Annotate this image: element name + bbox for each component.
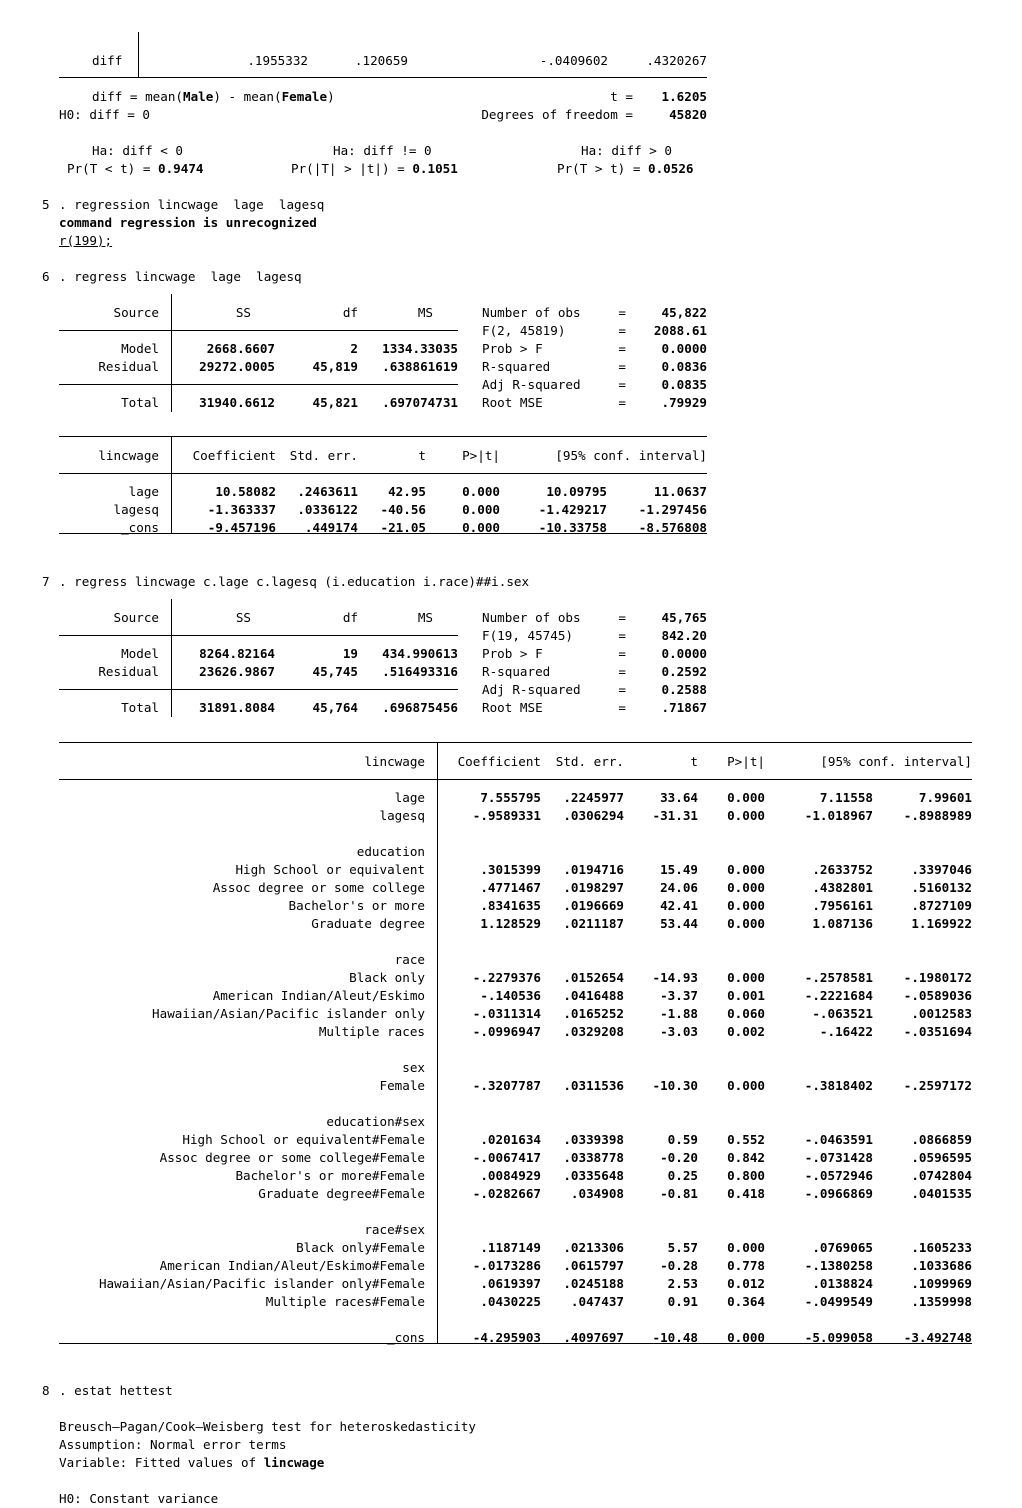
coef-value: -.140536 [480, 988, 541, 1003]
coef-t: 42.41 [660, 898, 698, 913]
coef-std-err: .2245977 [563, 790, 624, 805]
model-stat-label: Root MSE [482, 395, 543, 410]
coef-value: -1.363337 [207, 502, 276, 517]
anova-divider [171, 599, 172, 717]
coef-t: -0.20 [660, 1150, 698, 1165]
coef-ci-low: 10.09795 [546, 484, 607, 499]
coef-var-label: Graduate degree [311, 916, 425, 931]
model-stat-eq: = [618, 664, 626, 679]
ttest-ha-gt: Ha: diff > 0 [581, 143, 672, 158]
anova-header: MS [417, 305, 433, 320]
coef-p: 0.000 [727, 916, 765, 931]
coef-ci-low: -1.429217 [538, 502, 607, 517]
coef-ci-high: -3.492748 [903, 1330, 972, 1345]
coef-p: 0.842 [727, 1150, 765, 1165]
coef-header: Coefficient [457, 754, 541, 769]
coef-value: -.0311314 [472, 1006, 541, 1021]
model-stat-label: R-squared [482, 359, 551, 374]
ttest-p-lt: Pr(T < t) = 0.9474 [67, 161, 204, 176]
coef-var-label: lage [128, 484, 159, 499]
coef-ci-high: 1.169922 [911, 916, 972, 931]
coef-value: -.3207787 [472, 1078, 541, 1093]
coef-t: 2.53 [667, 1276, 698, 1291]
coef-ci-high: .1359998 [911, 1294, 972, 1309]
anova-df: 2 [350, 341, 358, 356]
coef-p: 0.001 [727, 988, 765, 1003]
anova-header-rule [59, 635, 458, 636]
anova-df: 45,764 [312, 700, 358, 715]
coef-value: -.2279376 [472, 970, 541, 985]
model-stat-value: .79929 [661, 395, 707, 410]
coef-std-err: .047437 [570, 1294, 624, 1309]
coef-p: 0.000 [462, 520, 500, 535]
ttest-definition: diff = mean(Male) - mean(Female) [92, 89, 335, 104]
anova-header: df [342, 305, 358, 320]
coef-header-rule [59, 473, 707, 474]
coef-t: -3.37 [660, 988, 698, 1003]
coef-ci-low: -1.018967 [804, 808, 873, 823]
coef-t: -1.88 [660, 1006, 698, 1021]
model-stat-label: Prob > F [482, 341, 543, 356]
anova-ms: .516493316 [382, 664, 458, 679]
coef-ci-high: -.0589036 [903, 988, 972, 1003]
coef-ci-low: .4382801 [812, 880, 873, 895]
coef-value: .0084929 [480, 1168, 541, 1183]
coef-value: -4.295903 [472, 1330, 541, 1345]
anova-df: 19 [342, 646, 358, 661]
anova-ss: 23626.9867 [199, 664, 275, 679]
model-stat-label: Adj R-squared [482, 377, 581, 392]
coef-t: -0.28 [660, 1258, 698, 1273]
coef-t: 24.06 [660, 880, 698, 895]
anova-header: Source [113, 305, 159, 320]
coef-ci-high: 7.99601 [918, 790, 972, 805]
coef-t: 5.57 [667, 1240, 698, 1255]
coef-ci-high: -.0351694 [903, 1024, 972, 1039]
coef-ci-low: -.2221684 [804, 988, 873, 1003]
anova-source-label: Residual [98, 664, 159, 679]
coef-header-var: lincwage [364, 754, 425, 769]
cmd5-number: 5 [42, 197, 50, 212]
coef-ci-low: -.063521 [812, 1006, 873, 1021]
coef-p: 0.012 [727, 1276, 765, 1291]
coef-std-err: .0213306 [563, 1240, 624, 1255]
coef-value: .0201634 [480, 1132, 541, 1147]
model-stat-label: F(19, 45745) [482, 628, 573, 643]
model-stat-value: 0.2592 [661, 664, 707, 679]
anova-source-label: Total [121, 700, 159, 715]
coef-value: -.9589331 [472, 808, 541, 823]
anova-header: SS [235, 305, 251, 320]
factor-label: education#sex [326, 1114, 425, 1129]
anova-ss: 31940.6612 [199, 395, 275, 410]
coef-ci-high: 11.0637 [653, 484, 707, 499]
coef-p: 0.000 [727, 1240, 765, 1255]
coef-std-err: .0152654 [563, 970, 624, 985]
factor-label: sex [402, 1060, 425, 1075]
coef-ci-high: .1605233 [911, 1240, 972, 1255]
coef-header: [95% conf. interval] [820, 754, 972, 769]
coef-divider [171, 436, 172, 533]
coef-var-label: American Indian/Aleut/Eskimo#Female [159, 1258, 425, 1273]
ttest-divider [138, 32, 139, 77]
cmd8-text: . estat hettest [59, 1383, 173, 1398]
coef-value: .1187149 [480, 1240, 541, 1255]
anova-total-rule [59, 384, 458, 385]
coef-ci-low: -.0572946 [804, 1168, 873, 1183]
coef-ci-high: .0401535 [911, 1186, 972, 1201]
model-stat-value: 0.2588 [661, 682, 707, 697]
coef-value: .8341635 [480, 898, 541, 913]
coef-p: 0.000 [727, 1078, 765, 1093]
coef-top-rule [59, 742, 972, 743]
coef-p: 0.000 [462, 502, 500, 517]
anova-df: 45,821 [312, 395, 358, 410]
coef-top-rule [59, 436, 707, 437]
model-stat-label: R-squared [482, 664, 551, 679]
coef-std-err: .0615797 [563, 1258, 624, 1273]
ttest-diff-ci-high: .4320267 [646, 53, 707, 68]
coef-bottom-rule [59, 1343, 972, 1344]
coef-var-label: Hawaiian/Asian/Pacific islander only#Female [98, 1276, 425, 1291]
coef-ci-low: 7.11558 [819, 790, 873, 805]
coef-p: 0.364 [727, 1294, 765, 1309]
coef-header: P>|t| [727, 754, 765, 769]
coef-value: .3015399 [480, 862, 541, 877]
coef-t: -10.30 [652, 1078, 698, 1093]
coef-var-label: Assoc degree or some college [212, 880, 425, 895]
coef-std-err: .0329208 [563, 1024, 624, 1039]
anova-header-rule [59, 330, 458, 331]
coef-std-err: .0339398 [563, 1132, 624, 1147]
hettest-title: Breusch–Pagan/Cook–Weisberg test for heteroskedasticity [59, 1419, 477, 1434]
cmd8-number: 8 [42, 1383, 50, 1398]
coef-value: -.0282667 [472, 1186, 541, 1201]
coef-bottom-rule [59, 533, 707, 534]
hettest-variable: Variable: Fitted values of lincwage [59, 1455, 325, 1470]
model-stat-value: .71867 [661, 700, 707, 715]
coef-std-err: .0198297 [563, 880, 624, 895]
model-stat-eq: = [618, 700, 626, 715]
coef-t: 0.59 [667, 1132, 698, 1147]
model-stat-eq: = [618, 359, 626, 374]
coef-ci-low: .0138824 [812, 1276, 873, 1291]
coef-value: 10.58082 [215, 484, 276, 499]
coef-var-label: Female [379, 1078, 425, 1093]
coef-p: 0.002 [727, 1024, 765, 1039]
coef-var-label: Bachelor's or more#Female [235, 1168, 425, 1183]
coef-p: 0.000 [727, 1330, 765, 1345]
ttest-h0: H0: diff = 0 [59, 107, 150, 122]
coef-ci-low: 1.087136 [812, 916, 873, 931]
coef-value: -.0067417 [472, 1150, 541, 1165]
anova-ms: .638861619 [382, 359, 458, 374]
coef-ci-low: -.2578581 [804, 970, 873, 985]
cmd6-text: . regress lincwage lage lagesq [59, 269, 302, 284]
coef-ci-high: .0742804 [911, 1168, 972, 1183]
ttest-dof-label: Degrees of freedom = [481, 107, 633, 122]
model-stat-eq: = [618, 646, 626, 661]
coef-value: .0430225 [480, 1294, 541, 1309]
coef-std-err: .0211187 [563, 916, 624, 931]
anova-header: Source [113, 610, 159, 625]
model-stat-label: Number of obs [482, 610, 581, 625]
model-stat-label: Root MSE [482, 700, 543, 715]
coef-ci-high: -8.576808 [638, 520, 707, 535]
coef-t: 42.95 [388, 484, 426, 499]
coef-var-label: Hawaiian/Asian/Pacific islander only [152, 1006, 425, 1021]
coef-ci-high: .5160132 [911, 880, 972, 895]
coef-header: t [418, 448, 426, 463]
coef-std-err: .0196669 [563, 898, 624, 913]
model-stat-label: Prob > F [482, 646, 543, 661]
factor-label: education [356, 844, 425, 859]
anova-source-label: Model [121, 341, 159, 356]
anova-ms: 434.990613 [382, 646, 458, 661]
cmd7-text: . regress lincwage c.lage c.lagesq (i.education i.race)##i.sex [59, 574, 530, 589]
coef-t: 0.91 [667, 1294, 698, 1309]
coef-std-err: .0245188 [563, 1276, 624, 1291]
coef-p: 0.800 [727, 1168, 765, 1183]
coef-t: -40.56 [380, 502, 426, 517]
coef-ci-low: -.1380258 [804, 1258, 873, 1273]
coef-t: 15.49 [660, 862, 698, 877]
coef-header-rule [59, 779, 972, 780]
coef-ci-low: -5.099058 [804, 1330, 873, 1345]
ttest-p-ne: Pr(|T| > |t|) = 0.1051 [291, 161, 458, 176]
coef-ci-low: .0769065 [812, 1240, 873, 1255]
coef-var-label: Multiple races [318, 1024, 425, 1039]
model-stat-eq: = [618, 395, 626, 410]
anova-header: MS [417, 610, 433, 625]
anova-ms: .696875456 [382, 700, 458, 715]
anova-source-label: Residual [98, 359, 159, 374]
coef-ci-high: -.8988989 [903, 808, 972, 823]
anova-ms: .697074731 [382, 395, 458, 410]
coef-header: Coefficient [192, 448, 276, 463]
coef-p: 0.778 [727, 1258, 765, 1273]
coef-p: 0.552 [727, 1132, 765, 1147]
hettest-assumption: Assumption: Normal error terms [59, 1437, 287, 1452]
anova-ss: 29272.0005 [199, 359, 275, 374]
model-stat-label: F(2, 45819) [482, 323, 566, 338]
model-stat-eq: = [618, 610, 626, 625]
ttest-ha-ne: Ha: diff != 0 [333, 143, 432, 158]
coef-t: -31.31 [652, 808, 698, 823]
coef-ci-low: -.0966869 [804, 1186, 873, 1201]
ttest-diff-mean: .1955332 [247, 53, 308, 68]
anova-header: SS [235, 610, 251, 625]
coef-ci-low: -10.33758 [538, 520, 607, 535]
coef-p: 0.418 [727, 1186, 765, 1201]
ttest-p-gt: Pr(T > t) = 0.0526 [557, 161, 694, 176]
coef-var-label: Bachelor's or more [288, 898, 425, 913]
coef-ci-low: .2633752 [812, 862, 873, 877]
anova-df: 45,745 [312, 664, 358, 679]
coef-ci-high: .0012583 [911, 1006, 972, 1021]
coef-ci-high: .0596595 [911, 1150, 972, 1165]
model-stat-eq: = [618, 377, 626, 392]
ttest-t-value: 1.6205 [661, 89, 707, 104]
coef-var-label: Assoc degree or some college#Female [159, 1150, 425, 1165]
cmd6-number: 6 [42, 269, 50, 284]
anova-ms: 1334.33035 [382, 341, 458, 356]
model-stat-value: 0.0000 [661, 646, 707, 661]
coef-ci-high: .1099969 [911, 1276, 972, 1291]
coef-var-label: Graduate degree#Female [258, 1186, 425, 1201]
coef-t: -21.05 [380, 520, 426, 535]
coef-value: 7.555795 [480, 790, 541, 805]
cmd7-number: 7 [42, 574, 50, 589]
anova-source-label: Model [121, 646, 159, 661]
coef-p: 0.000 [727, 880, 765, 895]
coef-ci-high: -.1980172 [903, 970, 972, 985]
anova-ss: 2668.6607 [206, 341, 275, 356]
coef-header: t [690, 754, 698, 769]
factor-label: race#sex [364, 1222, 425, 1237]
coef-value: .0619397 [480, 1276, 541, 1291]
coef-std-err: .2463611 [297, 484, 358, 499]
ttest-ha-lt: Ha: diff < 0 [92, 143, 183, 158]
coef-t: 33.64 [660, 790, 698, 805]
coef-std-err: .0311536 [563, 1078, 624, 1093]
coef-std-err: .0165252 [563, 1006, 624, 1021]
model-stat-eq: = [618, 628, 626, 643]
coef-ci-high: -1.297456 [638, 502, 707, 517]
model-stat-label: Adj R-squared [482, 682, 581, 697]
coef-t: -14.93 [652, 970, 698, 985]
coef-ci-low: -.16422 [819, 1024, 873, 1039]
coef-var-label: _cons [387, 1330, 425, 1345]
model-stat-value: 0.0836 [661, 359, 707, 374]
coef-ci-high: .0866859 [911, 1132, 972, 1147]
coef-p: 0.000 [727, 862, 765, 877]
anova-df: 45,819 [312, 359, 358, 374]
model-stat-value: 45,822 [661, 305, 707, 320]
model-stat-label: Number of obs [482, 305, 581, 320]
model-stat-value: 45,765 [661, 610, 707, 625]
ttest-t-label: t = [610, 89, 633, 104]
hettest-h0: H0: Constant variance [59, 1491, 219, 1506]
coef-value: .4771467 [480, 880, 541, 895]
factor-label: race [394, 952, 425, 967]
ttest-diff-label: diff [92, 53, 123, 68]
coef-value: 1.128529 [480, 916, 541, 931]
coef-p: 0.000 [727, 808, 765, 823]
anova-header: df [342, 610, 358, 625]
coef-ci-high: .1033686 [911, 1258, 972, 1273]
anova-source-label: Total [121, 395, 159, 410]
coef-p: 0.000 [727, 898, 765, 913]
coef-ci-high: -.2597172 [903, 1078, 972, 1093]
coef-ci-low: .7956161 [812, 898, 873, 913]
coef-header-var: lincwage [98, 448, 159, 463]
coef-var-label: _cons [121, 520, 159, 535]
cmd5-return-code-link[interactable]: r(199); [59, 233, 113, 248]
coef-var-label: lagesq [113, 502, 159, 517]
cmd5-text: . regression lincwage lage lagesq [59, 197, 325, 212]
coef-std-err: .0335648 [563, 1168, 624, 1183]
coef-ci-low: -.0463591 [804, 1132, 873, 1147]
coef-std-err: .0416488 [563, 988, 624, 1003]
coef-t: 53.44 [660, 916, 698, 931]
model-stat-value: 0.0835 [661, 377, 707, 392]
ttest-diff-se: .120659 [354, 53, 408, 68]
coef-divider [437, 742, 438, 1343]
model-stat-value: 842.20 [661, 628, 707, 643]
coef-std-err: .449174 [304, 520, 358, 535]
coef-ci-high: .3397046 [911, 862, 972, 877]
coef-var-label: lage [394, 790, 425, 805]
coef-var-label: Black only#Female [296, 1240, 425, 1255]
coef-t: -10.48 [652, 1330, 698, 1345]
coef-std-err: .0306294 [563, 808, 624, 823]
ttest-dof-value: 45820 [669, 107, 707, 122]
coef-t: -3.03 [660, 1024, 698, 1039]
anova-divider [171, 294, 172, 412]
coef-p: 0.060 [727, 1006, 765, 1021]
coef-value: -9.457196 [207, 520, 276, 535]
coef-value: -.0996947 [472, 1024, 541, 1039]
coef-header: P>|t| [462, 448, 500, 463]
coef-var-label: High School or equivalent [235, 862, 425, 877]
ttest-diff-ci-low: -.0409602 [539, 53, 608, 68]
model-stat-eq: = [618, 682, 626, 697]
ttest-bottom-rule [59, 77, 707, 78]
cmd5-error: command regression is unrecognized [59, 215, 317, 230]
coef-var-label: High School or equivalent#Female [182, 1132, 425, 1147]
coef-ci-high: .8727109 [911, 898, 972, 913]
coef-ci-low: -.3818402 [804, 1078, 873, 1093]
model-stat-eq: = [618, 305, 626, 320]
model-stat-eq: = [618, 341, 626, 356]
coef-p: 0.000 [462, 484, 500, 499]
coef-p: 0.000 [727, 970, 765, 985]
coef-header: [95% conf. interval] [555, 448, 707, 463]
coef-std-err: .0194716 [563, 862, 624, 877]
coef-value: -.0173286 [472, 1258, 541, 1273]
coef-std-err: .034908 [570, 1186, 624, 1201]
coef-var-label: American Indian/Aleut/Eskimo [212, 988, 425, 1003]
model-stat-value: 2088.61 [653, 323, 707, 338]
coef-ci-low: -.0499549 [804, 1294, 873, 1309]
coef-t: -0.81 [660, 1186, 698, 1201]
coef-header: Std. err. [555, 754, 624, 769]
coef-var-label: Multiple races#Female [265, 1294, 425, 1309]
coef-header: Std. err. [289, 448, 358, 463]
coef-t: 0.25 [667, 1168, 698, 1183]
coef-p: 0.000 [727, 790, 765, 805]
coef-var-label: lagesq [379, 808, 425, 823]
coef-std-err: .4097697 [563, 1330, 624, 1345]
model-stat-value: 0.0000 [661, 341, 707, 356]
anova-ss: 31891.8084 [199, 700, 275, 715]
anova-total-rule [59, 689, 458, 690]
coef-ci-low: -.0731428 [804, 1150, 873, 1165]
model-stat-eq: = [618, 323, 626, 338]
anova-ss: 8264.82164 [199, 646, 275, 661]
coef-var-label: Black only [349, 970, 425, 985]
coef-std-err: .0336122 [297, 502, 358, 517]
coef-std-err: .0338778 [563, 1150, 624, 1165]
